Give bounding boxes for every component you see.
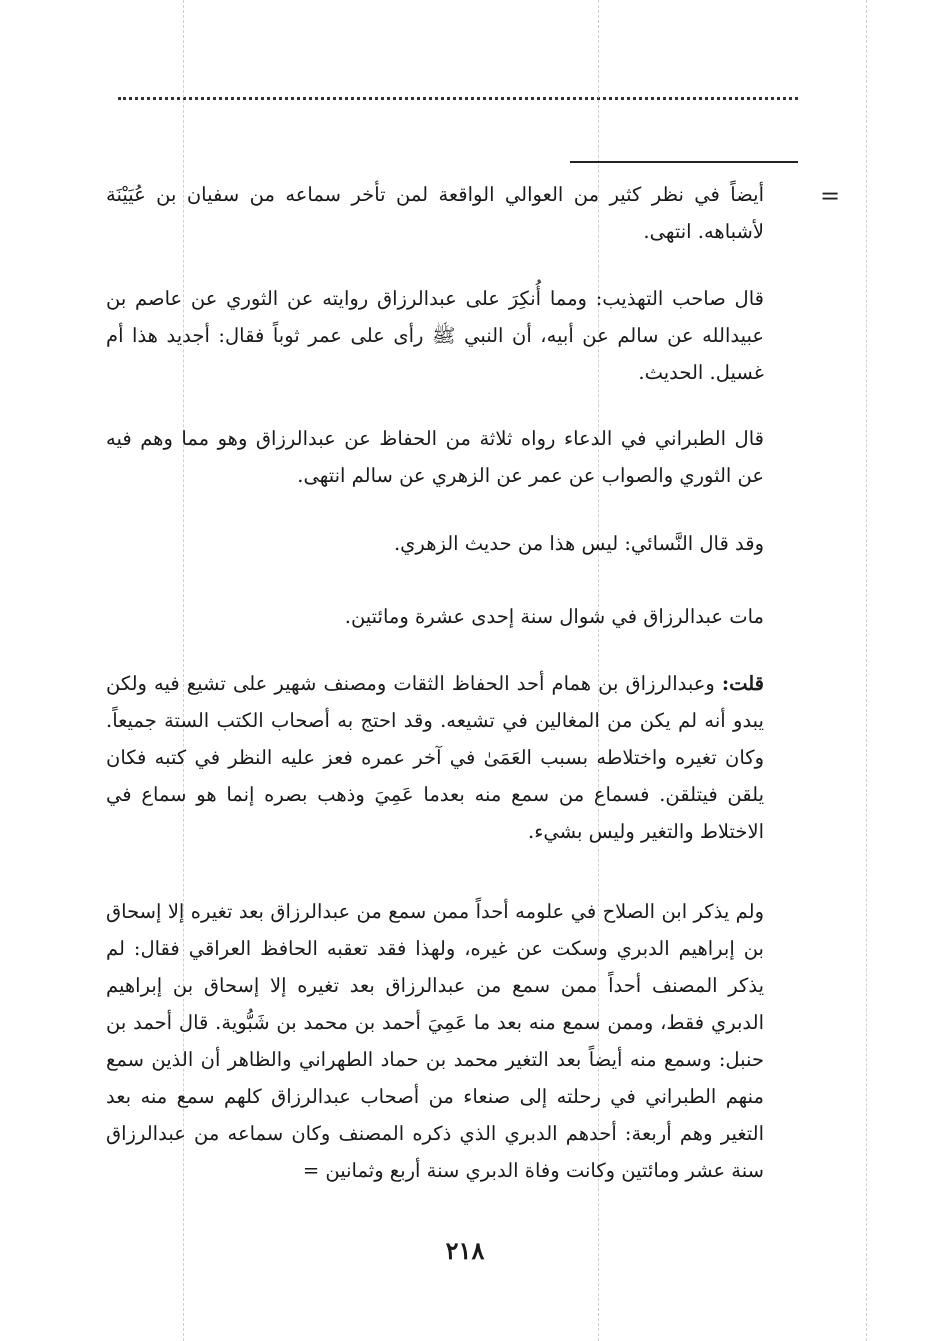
footnote-continuation-paragraph: أيضاً في نظر كثير من العوالي الواقعة لمن تأخر سماعه من سفيان بن عُيَيْنَة لأشباهه. انتهى.	[106, 183, 764, 243]
footnote-separator-rule	[570, 161, 798, 163]
top-dotted-rule	[118, 97, 798, 112]
continuation-mark-top: =	[820, 182, 841, 210]
scan-guide-line-right	[866, 0, 867, 1341]
paragraph-ibn-salah: ولم يذكر ابن الصلاح في علومه أحداً ممن سمع من عبدالرزاق بعد تغيره إلا إسحاق بن إبراهيم الدبري وسكت عن غيره، ولهذا فقد تعقبه الحافظ العراقي فقال: لم يذكر المصنف أحداً ممن سمع من عبدالرزاق بعد تغيره إلا إسحاق بن إبراهيم الدبري فقط، وممن سمع منه بعد ما عَمِيَ أحمد بن محمد بن شَبُّوية. قال أحمد بن حنبل: وسمع منه أيضاً بعد التغير محمد بن حماد الطهراني والظاهر أن الذين سمع منهم الطبراني في رحلته إلى صنعاء من أصحاب عبدالرزاق كلهم سمع منه بعد التغير وهم أربعة: أحدهم الدبري الذي ذكره المصنف وكان سماعه من عبدالرزاق سنة عشر ومائتين وكانت وفاة الدبري سنة أربع وثمانين =	[106, 900, 764, 1182]
paragraph-death-date: مات عبدالرزاق في شوال سنة إحدى عشرة ومائتين.	[344, 605, 764, 628]
paragraph-tabarani: قال الطبراني في الدعاء رواه ثلاثة من الحفاظ عن عبدالرزاق وهو مما وهم فيه عن الثوري والصواب عن عمر عن الزهري عن سالم انتهى.	[106, 427, 764, 487]
paragraph-author-note	[106, 665, 764, 850]
paragraph-nasai: وقد قال النَّسائي: ليس هذا من حديث الزهري.	[393, 532, 764, 555]
note-lead-word: قلت:	[721, 672, 764, 695]
page-number: ٢١٨	[445, 1236, 485, 1265]
paragraph-tahdhib: قال صاحب التهذيب: ومما أُنكِرَ على عبدالرزاق روايته عن الثوري عن عاصم بن عبيدالله عن سالم عن أبيه، أن النبي ﷺ رأى على عمر ثوباً فقال: أجديد هذا أم غسيل. الحديث.	[106, 287, 764, 384]
note-body: وعبدالرزاق بن همام أحد الحفاظ الثقات ومصنف شهير على تشيع فيه ولكن يبدو أنه لم يكن من المغالين في تشيعه. وقد احتج به أصحاب الكتب الستة جميعاً. وكان تغيره واختلاطه بسبب العَمَىٰ في آخر عمره فعز عليه النظر في كتبه فكان يلقن فيتلقن. فسماع من سمع منه بعدما عَمِيَ وذهب بصره إنما هو سماع في الاختلاط والتغير وليس بشيء.	[106, 672, 764, 843]
